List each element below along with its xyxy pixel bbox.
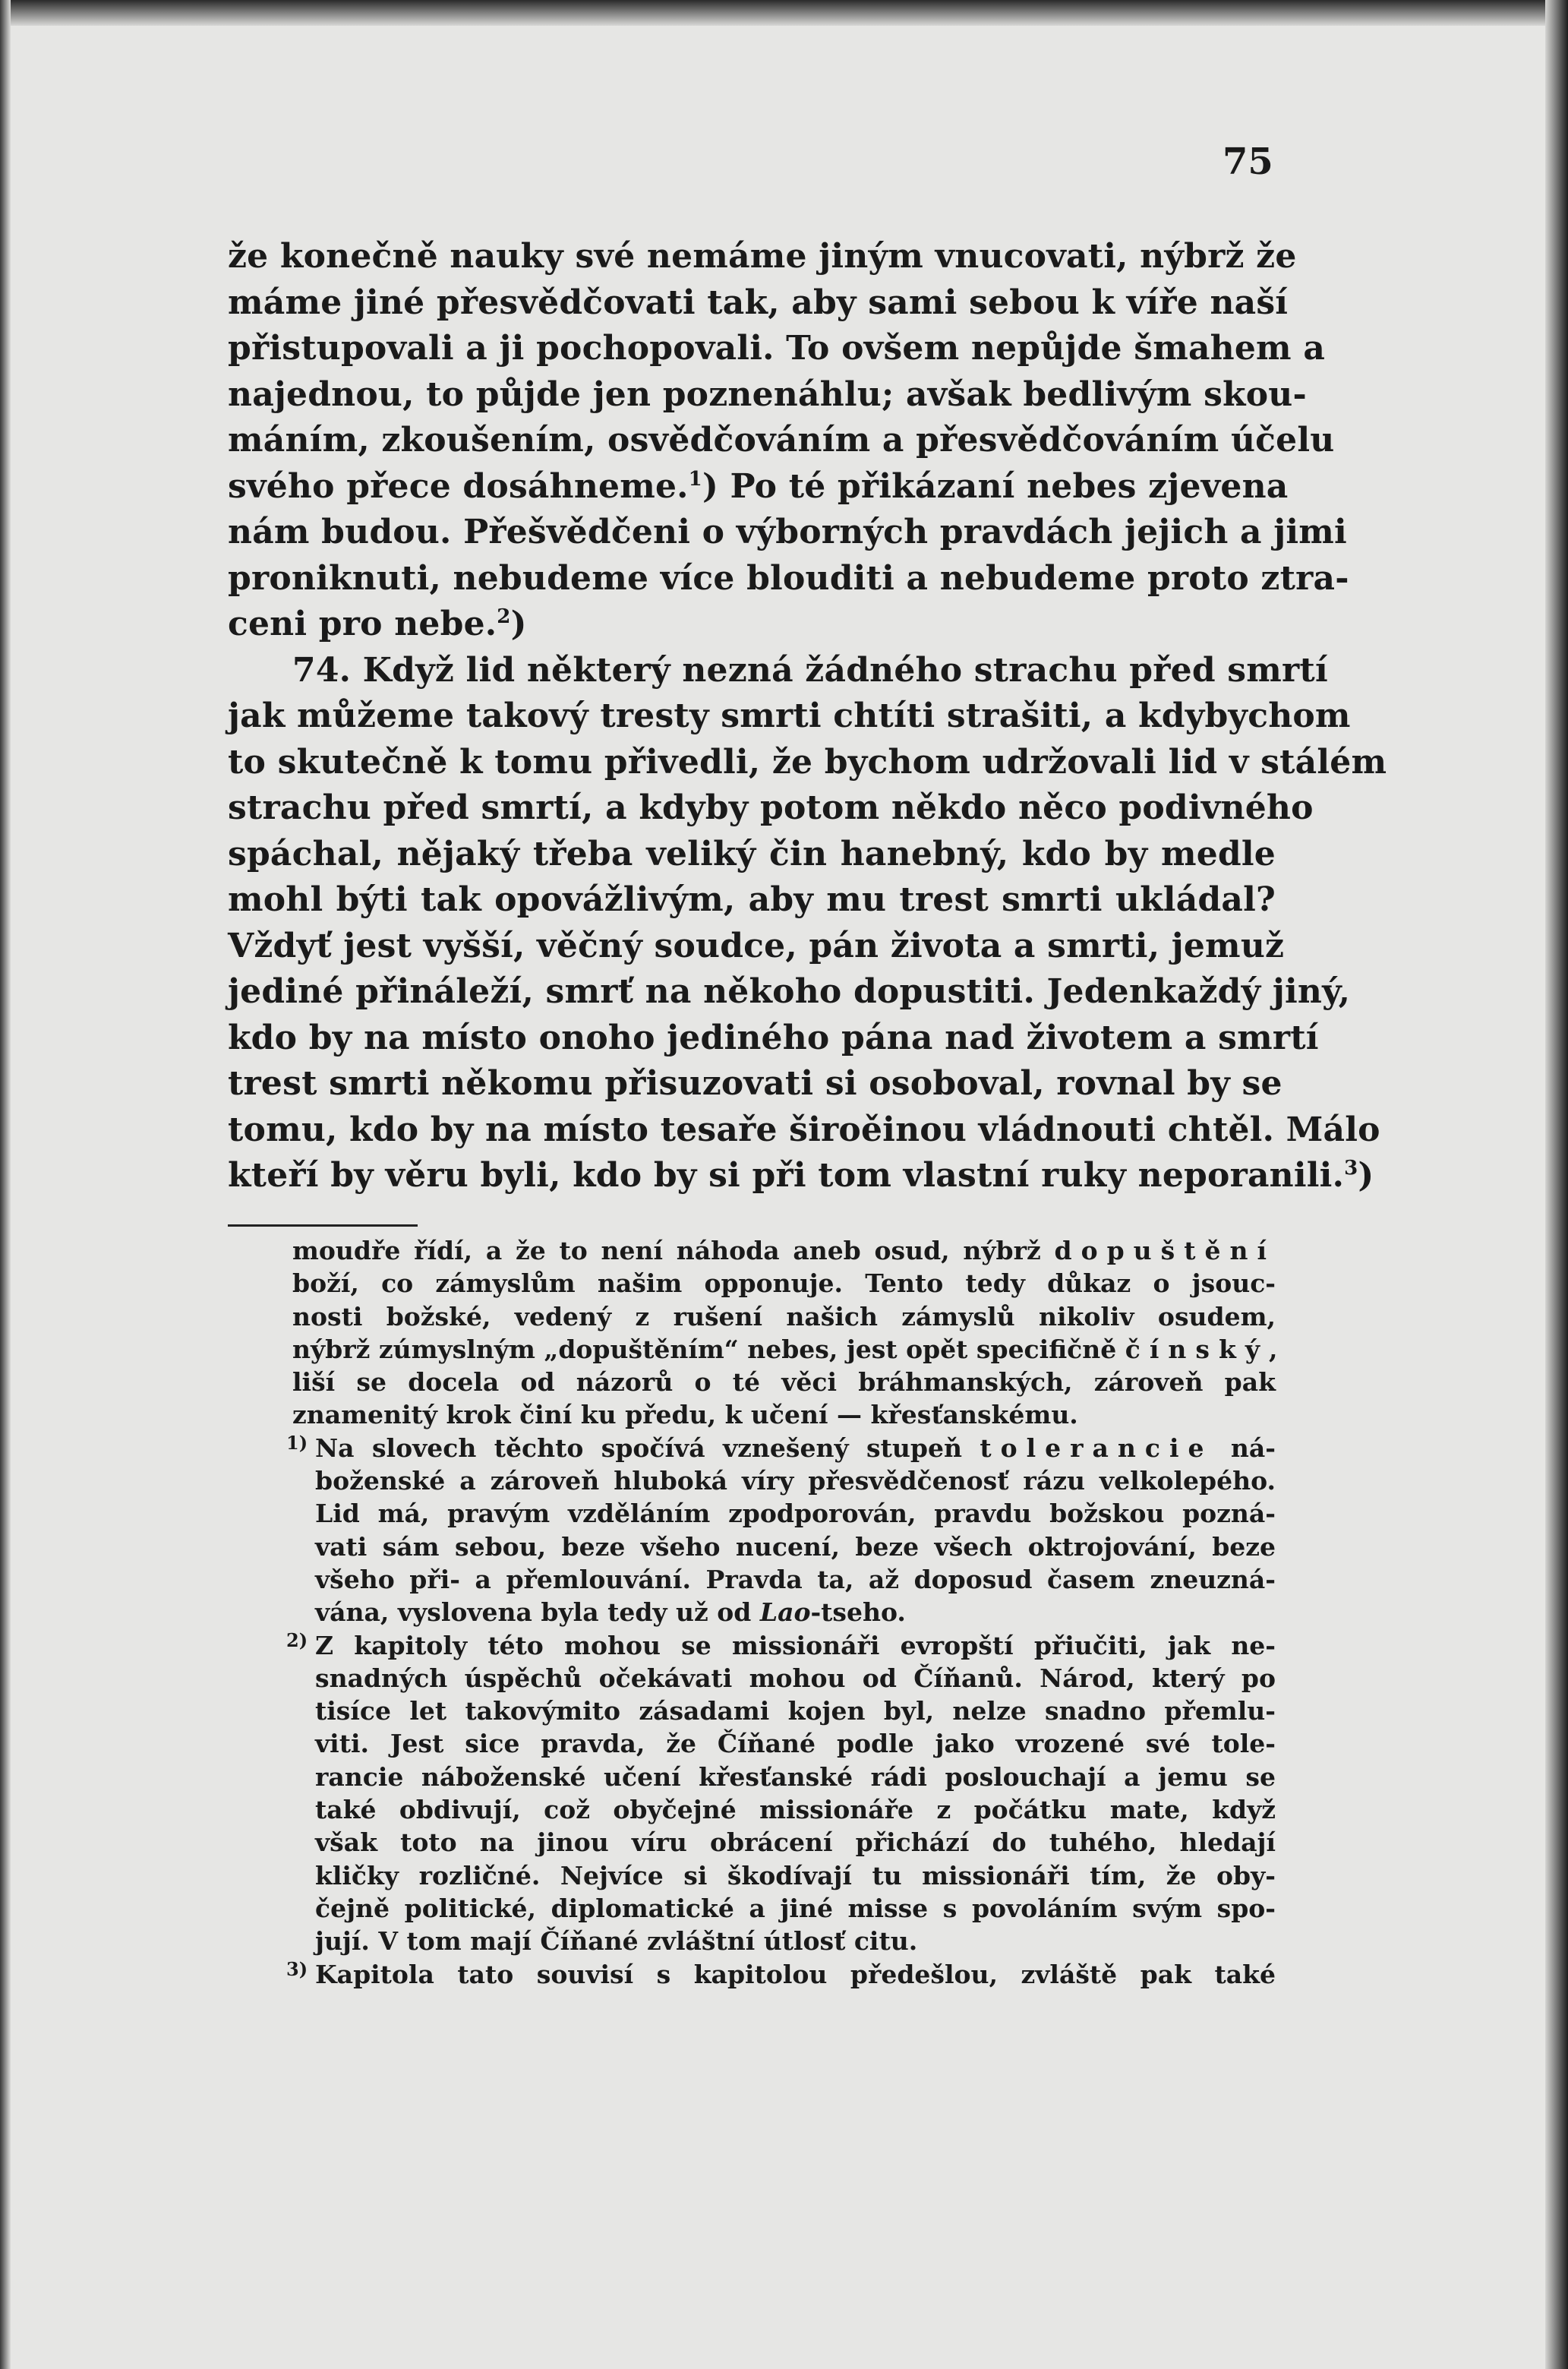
footnote-text-tail: -tseho. — [810, 1597, 906, 1628]
text-line — [228, 740, 1387, 786]
footnote-text: znamenitý krok činí ku předu, k učení — křesťanskému. — [292, 1400, 1078, 1430]
text-line — [228, 1153, 1374, 1199]
footnote-line — [292, 1925, 1276, 1957]
footnote-line — [292, 1662, 1276, 1695]
text-line — [228, 602, 1276, 648]
text-line — [228, 280, 1289, 327]
footnotes — [286, 1234, 1278, 1991]
line-text: svého přece dosáhneme. — [228, 466, 689, 506]
footnote-text: nosti božské, vedený z rušení našich zámyslů nikoliv osudem, — [292, 1301, 1276, 1331]
line-text: přistupovali a ji pochopovali. To ovšem nepůjde šmahem a — [228, 329, 1326, 368]
line-text: najednou, to půjde jen poznenáhlu; avšak bedlivým skou- — [228, 374, 1307, 414]
footnote-text: Z kapitoly této mohou se missionáři evropští přiučiti, jak ne- — [315, 1630, 1276, 1660]
text-line — [228, 924, 1285, 970]
footnote-paren: ) — [1358, 1156, 1374, 1195]
footnote-text: Lid má, pravým vzděláním zpodporován, pravdu božskou pozná- — [315, 1499, 1276, 1529]
footnote-paren: ) — [702, 466, 718, 506]
footnote-text: rancie náboženské učení křesťanské rádi poslouchají a jemu se — [315, 1761, 1276, 1792]
footnote-line — [292, 1892, 1276, 1925]
text-line — [228, 326, 1326, 372]
line-text: máním, zkoušením, osvědčováním a přesvědčováním účelu — [228, 421, 1335, 460]
text-line — [228, 1107, 1380, 1154]
footnote-line — [292, 1234, 1276, 1267]
footnote-text: čejně politické, diplomatické a jiné misse s povoláním svým spo- — [315, 1893, 1276, 1923]
text-line — [228, 464, 1289, 510]
text-line — [228, 372, 1307, 419]
footnote-line — [292, 1366, 1276, 1398]
text-line — [228, 1061, 1282, 1107]
footnote-line — [292, 1793, 1276, 1826]
text-line — [228, 693, 1351, 740]
footnote-paren: ) — [298, 1431, 308, 1454]
footnote-continuation — [292, 1234, 1276, 1432]
text-line — [228, 785, 1314, 832]
footnote-text-tail: , — [1269, 1334, 1278, 1364]
footnote-text: všeho při- a přemlouvání. Pravda ta, až doposud časem zneuzná- — [315, 1564, 1276, 1594]
line-text: ceni pro nebe. — [228, 605, 497, 643]
footnote-text: kličky rozličné. Nejvíce si škodívají tu missionáři tím, že oby- — [315, 1860, 1276, 1890]
text-line — [228, 969, 1351, 1016]
footnote-list — [286, 1431, 1276, 1991]
line-text-tail: Po té přikázaní nebes zjevena — [718, 466, 1289, 506]
text-line — [228, 832, 1276, 878]
footnote-text: snadných úspěchů očekávati mohou od Číňanů. Národ, který po — [315, 1663, 1276, 1693]
spaced-term: čínský — [1125, 1334, 1270, 1364]
line-text: že konečně nauky své nemáme jiným vnucovati, nýbrž že — [228, 237, 1297, 276]
footnote-mark — [286, 1629, 308, 1652]
footnote-line — [292, 1530, 1276, 1563]
footnote-paren: ) — [298, 1957, 308, 1980]
footnote-line — [286, 1431, 1276, 1464]
text-line — [228, 234, 1297, 280]
footnote-text: boží, co zámyslům našim opponuje. Tento tedy důkaz o jsouc- — [292, 1268, 1276, 1299]
page-number: 75 — [1223, 141, 1273, 183]
spaced-term: dopuštění — [1054, 1236, 1276, 1265]
footnote-text: boženské a zároveň hluboká víry přesvědčenosť rázu velkolepého. — [315, 1466, 1276, 1496]
footnote-line — [292, 1761, 1276, 1793]
footnote-text: vati sám sebou, beze všeho nucení, beze všech oktrojování, beze — [315, 1531, 1276, 1562]
footnote-line — [292, 1333, 1276, 1366]
footnote-paren: ) — [298, 1628, 308, 1651]
line-text: kdo by na místo onoho jediného pána nad životem a smrtí — [228, 1018, 1319, 1057]
line-text: spáchal, nějaký třeba veliký čin hanebný, kdo by medle — [228, 834, 1276, 873]
footnote-line — [292, 1727, 1276, 1760]
line-text: Vždyť jest vyšší, věčný soudce, pán života a smrti, jemuž — [228, 926, 1285, 965]
line-text: to skutečně k tomu přivedli, že bychom udržovali lid v stálém — [228, 742, 1387, 782]
line-text: mohl býti tak opovážlivým, aby mu trest smrti ukládal? — [228, 880, 1276, 919]
footnote-line — [292, 1464, 1276, 1497]
footnote-mark — [286, 1958, 308, 1981]
footnote-text: viti. Jest sice pravda, že Číňané podle jako vrozené své tole- — [315, 1729, 1276, 1759]
footnote-ref: 1 — [688, 467, 702, 491]
footnote-text: Na slovech těchto spočívá vznešený stupeň — [315, 1432, 980, 1463]
footnote-line — [286, 1628, 1276, 1662]
footnote-text: liší se docela od názorů o té věci bráhmanských, zároveň pak — [292, 1367, 1276, 1398]
line-text: 74. Když lid některý nezná žádného strachu před smrtí — [292, 650, 1328, 690]
spaced-term: tolerancie — [980, 1432, 1213, 1463]
footnote-line — [292, 1859, 1276, 1892]
footnote-line — [292, 1563, 1276, 1596]
line-text: kteří by věru byli, kdo by si při tom vlastní ruky neporanili. — [228, 1156, 1345, 1195]
text-line — [228, 1016, 1319, 1062]
footnote-text: moudře řídí, a že to není náhoda aneb osud, nýbrž — [292, 1236, 1055, 1265]
text-line — [228, 510, 1347, 556]
footnote — [286, 1628, 1276, 1958]
footnote-text-tail: ná- — [1213, 1432, 1276, 1463]
line-text: tomu, kdo by na místo tesaře široěinou vládnouti chtěl. Málo — [228, 1110, 1380, 1149]
italic-term: Lao — [759, 1597, 811, 1628]
footnote-paren: ) — [510, 605, 527, 643]
footnote-ref: 2 — [497, 605, 511, 628]
line-text: trest smrti někomu přisuzovati si osoboval, rovnal by se — [228, 1064, 1282, 1103]
main-text — [228, 234, 1387, 1199]
footnote-number: 3 — [286, 1957, 299, 1980]
footnote-line — [292, 1826, 1276, 1859]
line-text: jak můžeme takový tresty smrti chtíti strašiti, a kdybychom — [228, 696, 1351, 735]
footnote-text: však toto na jinou víru obrácení přichází do tuhého, hledají — [315, 1827, 1276, 1858]
text-line — [228, 556, 1349, 602]
line-text: máme jiné přesvědčovati tak, aby sami sebou k víře naší — [228, 283, 1289, 322]
footnote — [286, 1957, 1276, 1991]
line-text: strachu před smrtí, a kdyby potom někdo něco podivného — [228, 788, 1314, 827]
footnote-line — [292, 1267, 1276, 1300]
footnote-line — [292, 1695, 1276, 1727]
footnote-text: tisíce let takovýmito zásadami kojen byl, nelze snadno přemlu- — [315, 1696, 1276, 1726]
footnote-mark — [286, 1432, 308, 1455]
footnote-text: také obdivují, což obyčejné missionáře z počátku mate, když — [315, 1795, 1276, 1825]
footnote-number: 2 — [286, 1628, 299, 1651]
footnote-separator — [228, 1224, 418, 1227]
footnote-ref: 3 — [1344, 1157, 1358, 1180]
footnote-line — [292, 1300, 1276, 1333]
footnote-number: 1 — [286, 1431, 299, 1454]
line-text: proniknuti, nebudeme více blouditi a nebudeme proto ztra- — [228, 558, 1349, 598]
footnote-text: jují. V tom mají Číňané zvláštní útlosť citu. — [315, 1926, 918, 1957]
text-line — [228, 648, 1328, 694]
footnote-line — [286, 1957, 1276, 1991]
footnote-line — [292, 1596, 1276, 1628]
footnote-line — [292, 1497, 1276, 1530]
footnote — [286, 1431, 1276, 1629]
line-text: nám budou. Přešvědčeni o výborných pravdách jejich a jimi — [228, 513, 1347, 551]
footnote-text: Kapitola tato souvisí s kapitolou předešlou, zvláště pak také — [315, 1959, 1276, 1989]
footnote-line — [292, 1398, 1276, 1431]
text-line — [228, 418, 1335, 464]
text-line — [228, 877, 1276, 924]
footnote-text: nýbrž zúmyslným „dopuštěním“ nebes, jest opět specifičně — [292, 1334, 1125, 1364]
line-text: jediné přináleží, smrť na někoho dopustiti. Jedenkaždý jiný, — [228, 972, 1351, 1011]
footnote-text: vána, vyslovena byla tedy už od — [315, 1597, 760, 1628]
